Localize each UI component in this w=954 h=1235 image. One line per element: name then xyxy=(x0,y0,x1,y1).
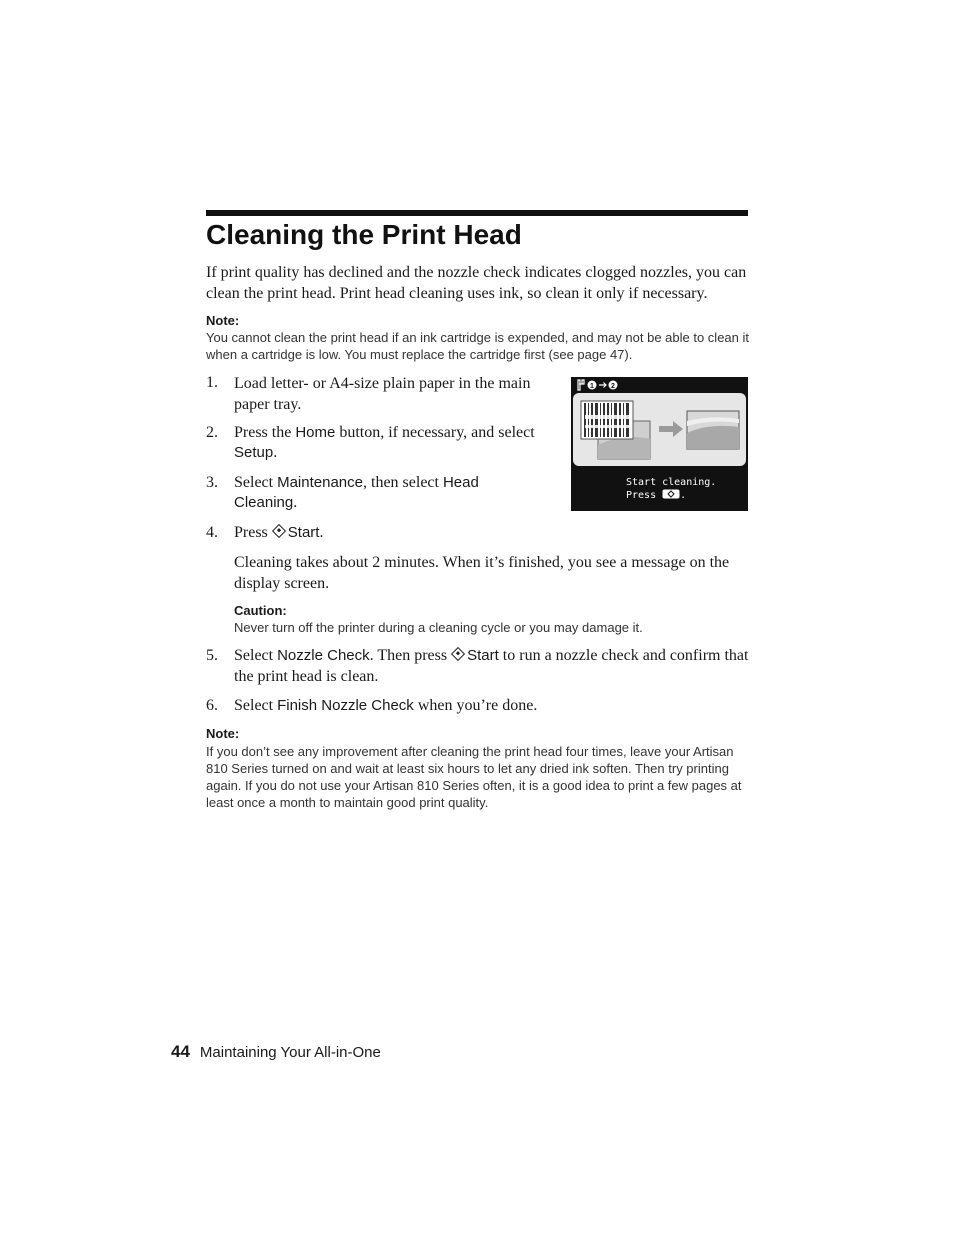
home-button-label: Home xyxy=(295,424,336,441)
step-text-part: Select xyxy=(234,474,278,491)
start-button-label: Start xyxy=(287,524,320,541)
page-number: 44 xyxy=(171,1042,190,1061)
step-text-part: , then select xyxy=(363,474,443,491)
step-text xyxy=(234,423,554,463)
lcd-image-panel xyxy=(573,393,746,466)
caution-heading: Caution: xyxy=(234,603,287,618)
lcd-message-line-2: Press xyxy=(626,490,657,501)
arrow-right-icon xyxy=(599,383,606,388)
intro-paragraph: If print quality has declined and the nozzle check indicates clogged nozzles, you can clean the print head. Print head cleaning uses ink, so clean it only if necessary. xyxy=(206,264,747,302)
lcd-message-line-1: Start cleaning. xyxy=(626,477,717,488)
note-body: If you don’t see any improvement after cleaning the print head four times, leave your Artisan 810 Series turned on and wait at least six hours to let any dried ink soften. Then try printing again. If you do not use your Artisan 810 Series often, it is a good idea to print a few pages at least once a month to maintain good print quality. xyxy=(206,744,742,810)
svg-text:1: 1 xyxy=(590,383,594,390)
step-text-part: button, if necessary, and select xyxy=(335,424,535,441)
setup-menu-label: Setup xyxy=(234,444,274,461)
step-text-part: Select xyxy=(234,697,278,714)
clean-print-image xyxy=(687,411,739,449)
head-cleaning-menu-label: Head Cleaning xyxy=(234,474,479,511)
step-number: 4. xyxy=(206,524,218,541)
step-number: 3. xyxy=(206,474,218,491)
start-button-label: Start xyxy=(467,647,499,664)
step-1-icon xyxy=(588,381,597,391)
nozzle-check-menu-label: Nozzle Check xyxy=(277,647,370,664)
step-2-icon xyxy=(609,381,618,391)
step-text xyxy=(234,646,751,687)
note-body: You cannot clean the print head if an ink cartridge is expended, and may not be able to clean it when a cartridge is low. You must replace the cartridge first (see page 47). xyxy=(206,330,749,362)
step-text-part: Press the xyxy=(234,424,296,441)
step-text xyxy=(234,696,751,716)
step-text-part: Select xyxy=(234,647,278,664)
step-4-detail: Cleaning takes about 2 minutes. When it’s finished, you see a message on the display screen. xyxy=(234,554,730,592)
arrow-right-icon xyxy=(659,421,683,437)
step-number: 5. xyxy=(206,647,218,664)
lcd-screen-illustration xyxy=(571,377,748,511)
start-diamond-icon xyxy=(451,647,465,661)
start-button-icon xyxy=(662,489,680,499)
step-text-part: when you’re done. xyxy=(413,697,538,714)
step-text-part: . Then press xyxy=(369,647,452,664)
page-footer xyxy=(171,1041,381,1064)
step-text-part: . xyxy=(293,494,298,511)
step-number: 1. xyxy=(206,374,218,391)
step-text-part: . xyxy=(273,444,278,461)
step-text-part: Press xyxy=(234,524,272,541)
step-text-part: to run a nozzle check and confirm that the print head is clean. xyxy=(234,647,749,685)
clogged-print-image xyxy=(581,401,650,459)
start-diamond-icon xyxy=(272,524,286,538)
step-number: 6. xyxy=(206,697,218,714)
note-heading: Note: xyxy=(206,726,240,741)
finish-nozzle-check-label: Finish Nozzle Check xyxy=(277,697,414,714)
step-text-part: . xyxy=(319,524,324,541)
step-text xyxy=(234,523,749,543)
note-heading: Note: xyxy=(206,313,240,328)
chapter-title: Maintaining Your All-in-One xyxy=(199,1044,381,1061)
lcd-message: Start cleaning. Press . xyxy=(626,477,717,501)
lcd-header-icons xyxy=(576,379,626,391)
page-title: Cleaning the Print Head xyxy=(206,219,522,250)
cleaning-diagram xyxy=(573,393,746,466)
step-number: 2. xyxy=(206,424,218,441)
maintenance-menu-label: Maintenance xyxy=(277,474,363,491)
step-text: Load letter- or A4-size plain paper in the main paper tray. xyxy=(234,375,531,413)
step-text xyxy=(234,473,534,513)
wrench-icon xyxy=(578,380,584,390)
caution-body: Never turn off the printer during a cleaning cycle or you may damage it. xyxy=(234,620,643,635)
svg-text:2: 2 xyxy=(611,383,615,390)
